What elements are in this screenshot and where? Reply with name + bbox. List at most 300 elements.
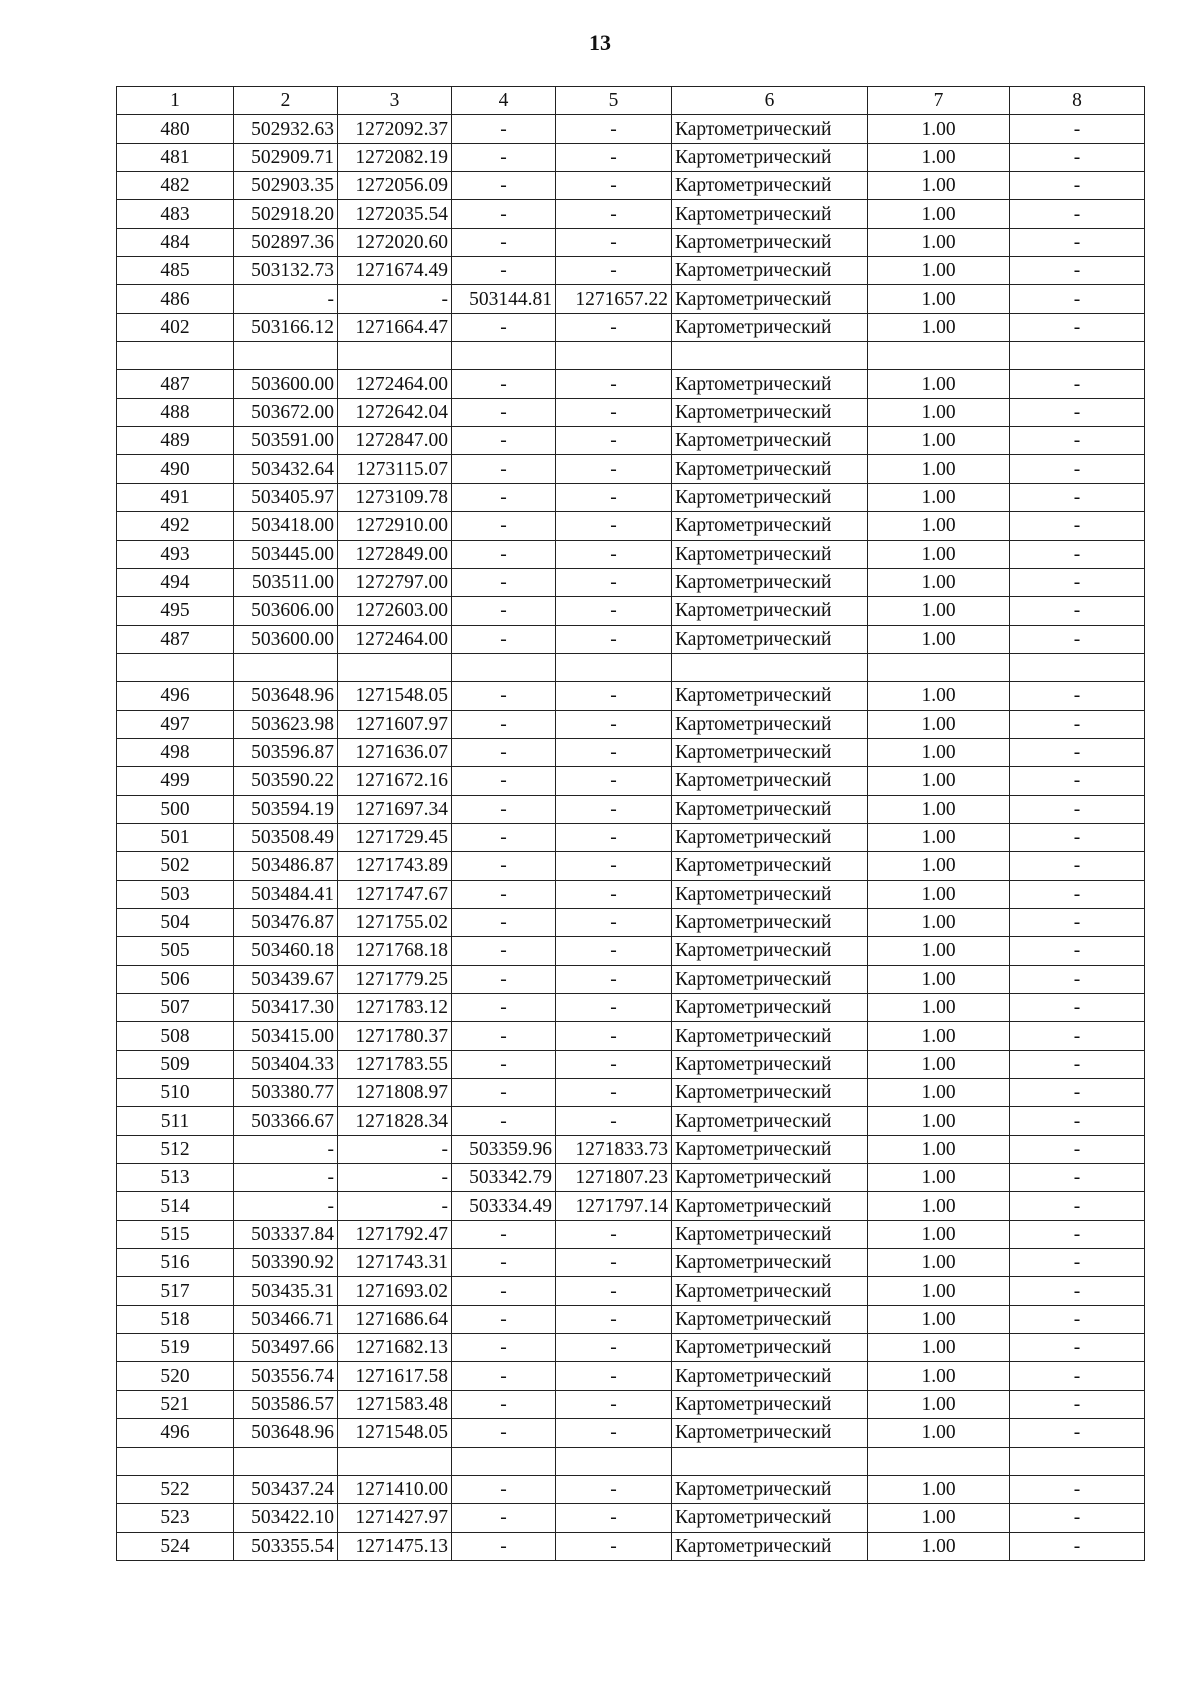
table-cell: - <box>452 597 556 625</box>
table-cell: - <box>452 398 556 426</box>
table-cell: 1.00 <box>868 200 1010 228</box>
table-row <box>117 795 1145 823</box>
table-cell: - <box>556 228 672 256</box>
table-cell: 502918.20 <box>234 200 338 228</box>
table-row <box>117 200 1145 228</box>
table-cell: - <box>556 370 672 398</box>
table-cell: Картометрический <box>672 285 868 313</box>
table-cell: 1271617.58 <box>338 1362 452 1390</box>
table-cell: 496 <box>117 1419 234 1447</box>
table-cell: - <box>452 852 556 880</box>
table-cell: 1.00 <box>868 1475 1010 1503</box>
coordinates-table <box>116 86 1145 1561</box>
table-cell: Картометрический <box>672 1050 868 1078</box>
table-row <box>117 370 1145 398</box>
table-row <box>117 597 1145 625</box>
table-cell: 503342.79 <box>452 1164 556 1192</box>
table-cell: - <box>234 1135 338 1163</box>
table-cell: 507 <box>117 994 234 1022</box>
table-cell: 1271410.00 <box>338 1475 452 1503</box>
table-cell: - <box>452 908 556 936</box>
table-cell <box>1010 1447 1145 1475</box>
table-cell: 1.00 <box>868 795 1010 823</box>
table-cell: 503439.67 <box>234 965 338 993</box>
table-cell: 518 <box>117 1305 234 1333</box>
table-cell <box>234 653 338 681</box>
table-cell: Картометрический <box>672 115 868 143</box>
table-cell: Картометрический <box>672 1164 868 1192</box>
table-row <box>117 1419 1145 1447</box>
table-cell: Картометрический <box>672 994 868 1022</box>
table-cell: 503591.00 <box>234 427 338 455</box>
table-cell: - <box>452 200 556 228</box>
table-cell: Картометрический <box>672 880 868 908</box>
table-cell: 503390.92 <box>234 1249 338 1277</box>
table-cell: - <box>452 682 556 710</box>
table-row <box>117 1277 1145 1305</box>
table-cell: - <box>556 1022 672 1050</box>
table-cell: 486 <box>117 285 234 313</box>
table-cell: - <box>1010 682 1145 710</box>
table-cell: 1272847.00 <box>338 427 452 455</box>
table-cell: 1271427.97 <box>338 1504 452 1532</box>
table-cell <box>117 342 234 370</box>
table-cell: 513 <box>117 1164 234 1192</box>
table-cell: 1271743.89 <box>338 852 452 880</box>
table-cell: 1.00 <box>868 1390 1010 1418</box>
table-cell: Картометрический <box>672 200 868 228</box>
table-cell: Картометрический <box>672 1107 868 1135</box>
table-cell: Картометрический <box>672 257 868 285</box>
table-cell: 1.00 <box>868 1419 1010 1447</box>
table-cell: 484 <box>117 228 234 256</box>
table-cell: Картометрический <box>672 172 868 200</box>
table-cell: - <box>556 172 672 200</box>
table-cell: - <box>556 1249 672 1277</box>
table-cell: 490 <box>117 455 234 483</box>
table-cell: 514 <box>117 1192 234 1220</box>
table-cell: - <box>1010 1164 1145 1192</box>
table-cell: - <box>452 540 556 568</box>
table-cell: Картометрический <box>672 483 868 511</box>
table-cell: 504 <box>117 908 234 936</box>
table-cell: Картометрический <box>672 427 868 455</box>
table-cell: 503600.00 <box>234 625 338 653</box>
table-cell: 503466.71 <box>234 1305 338 1333</box>
table-cell: 1.00 <box>868 1305 1010 1333</box>
table-row <box>117 682 1145 710</box>
table-cell: 1.00 <box>868 540 1010 568</box>
table-cell: 510 <box>117 1079 234 1107</box>
table-cell <box>868 342 1010 370</box>
table-cell: - <box>452 370 556 398</box>
table-cell: 503590.22 <box>234 767 338 795</box>
table-cell: 503404.33 <box>234 1050 338 1078</box>
table-cell: - <box>556 1305 672 1333</box>
table-cell: 499 <box>117 767 234 795</box>
column-header-1: 1 <box>117 87 234 115</box>
table-cell: 1.00 <box>868 370 1010 398</box>
table-cell: - <box>556 1532 672 1560</box>
table-cell: - <box>1010 1532 1145 1560</box>
table-cell: 1.00 <box>868 1135 1010 1163</box>
table-row <box>117 512 1145 540</box>
table-cell: - <box>556 1475 672 1503</box>
table-cell: - <box>452 483 556 511</box>
table-cell: - <box>556 143 672 171</box>
table-cell: 503132.73 <box>234 257 338 285</box>
table-cell: 1271783.55 <box>338 1050 452 1078</box>
table-cell: - <box>556 1050 672 1078</box>
table-cell: - <box>556 313 672 341</box>
table-cell: - <box>452 455 556 483</box>
table-cell: 1.00 <box>868 710 1010 738</box>
table-cell: 503415.00 <box>234 1022 338 1050</box>
table-cell: - <box>1010 1504 1145 1532</box>
table-cell: - <box>338 285 452 313</box>
table-cell <box>556 1447 672 1475</box>
table-cell <box>452 1447 556 1475</box>
table-cell: Картометрический <box>672 370 868 398</box>
table-cell: 1.00 <box>868 1022 1010 1050</box>
table-cell: - <box>1010 540 1145 568</box>
table-cell: - <box>556 427 672 455</box>
table-cell: - <box>556 738 672 766</box>
table-cell: - <box>556 200 672 228</box>
table-cell: - <box>556 965 672 993</box>
table-cell: - <box>338 1164 452 1192</box>
table-cell: - <box>452 738 556 766</box>
table-cell: 517 <box>117 1277 234 1305</box>
table-cell: 488 <box>117 398 234 426</box>
table-row <box>117 540 1145 568</box>
table-cell: 1.00 <box>868 965 1010 993</box>
table-row <box>117 1334 1145 1362</box>
table-row <box>117 1220 1145 1248</box>
table-cell: - <box>556 937 672 965</box>
table-row <box>117 625 1145 653</box>
table-cell: 1271828.34 <box>338 1107 452 1135</box>
table-cell: 1.00 <box>868 682 1010 710</box>
table-cell: - <box>1010 398 1145 426</box>
table-cell: - <box>556 1277 672 1305</box>
table-cell: 483 <box>117 200 234 228</box>
table-row <box>117 1107 1145 1135</box>
table-cell <box>672 342 868 370</box>
table-cell: - <box>1010 795 1145 823</box>
table-cell: - <box>452 880 556 908</box>
table-cell: - <box>452 937 556 965</box>
table-cell: 1271657.22 <box>556 285 672 313</box>
table-cell: 524 <box>117 1532 234 1560</box>
table-cell: 1271686.64 <box>338 1305 452 1333</box>
table-cell: 1272464.00 <box>338 370 452 398</box>
table-cell: - <box>1010 767 1145 795</box>
table-cell <box>672 653 868 681</box>
table-cell: 1.00 <box>868 285 1010 313</box>
separator-row <box>117 342 1145 370</box>
table-cell: 1271768.18 <box>338 937 452 965</box>
table-cell: - <box>452 1305 556 1333</box>
table-cell: 1271792.47 <box>338 1220 452 1248</box>
table-cell: 485 <box>117 257 234 285</box>
table-cell: 503596.87 <box>234 738 338 766</box>
table-cell: 1273109.78 <box>338 483 452 511</box>
table-cell: - <box>1010 370 1145 398</box>
table-cell: 1271636.07 <box>338 738 452 766</box>
table-cell: 512 <box>117 1135 234 1163</box>
table-cell: 1271607.97 <box>338 710 452 738</box>
table-cell <box>338 653 452 681</box>
table-cell: 503366.67 <box>234 1107 338 1135</box>
table-cell: 1271693.02 <box>338 1277 452 1305</box>
table-cell: Картометрический <box>672 597 868 625</box>
table-cell: Картометрический <box>672 965 868 993</box>
table-cell: 1.00 <box>868 597 1010 625</box>
table-cell <box>117 1447 234 1475</box>
table-cell: 1271729.45 <box>338 823 452 851</box>
table-cell: - <box>1010 512 1145 540</box>
table-cell: 492 <box>117 512 234 540</box>
table-row <box>117 1079 1145 1107</box>
table-cell: - <box>452 1475 556 1503</box>
table-cell: - <box>1010 1192 1145 1220</box>
table-cell: 1271783.12 <box>338 994 452 1022</box>
table-cell: 1271548.05 <box>338 1419 452 1447</box>
table-cell <box>117 653 234 681</box>
table-cell: - <box>1010 852 1145 880</box>
table-cell: - <box>1010 710 1145 738</box>
table-cell <box>452 653 556 681</box>
table-cell: 503166.12 <box>234 313 338 341</box>
table-cell: - <box>1010 455 1145 483</box>
table-cell: Картометрический <box>672 682 868 710</box>
table-cell: - <box>556 398 672 426</box>
table-cell: - <box>556 512 672 540</box>
table-cell: 497 <box>117 710 234 738</box>
table-cell: - <box>556 1390 672 1418</box>
table-cell: 503380.77 <box>234 1079 338 1107</box>
table-cell: 1272910.00 <box>338 512 452 540</box>
table-cell: 1272603.00 <box>338 597 452 625</box>
table-cell <box>338 342 452 370</box>
table-cell <box>868 1447 1010 1475</box>
table-cell: 1271779.25 <box>338 965 452 993</box>
table-cell: 1.00 <box>868 512 1010 540</box>
table-cell: Картометрический <box>672 1532 868 1560</box>
table-cell: 1.00 <box>868 1050 1010 1078</box>
table-cell: 1.00 <box>868 568 1010 596</box>
table-cell: 1.00 <box>868 143 1010 171</box>
table-row <box>117 1192 1145 1220</box>
table-cell: 1271475.13 <box>338 1532 452 1560</box>
table-row <box>117 767 1145 795</box>
table-row <box>117 1504 1145 1532</box>
table-cell: 503437.24 <box>234 1475 338 1503</box>
table-cell: 506 <box>117 965 234 993</box>
table-cell: 1.00 <box>868 738 1010 766</box>
table-cell: 1.00 <box>868 398 1010 426</box>
table-cell: 487 <box>117 625 234 653</box>
table-cell: - <box>1010 965 1145 993</box>
table-cell: - <box>452 512 556 540</box>
table-cell: - <box>1010 880 1145 908</box>
table-cell: 1272092.37 <box>338 115 452 143</box>
table-cell: Картометрический <box>672 1504 868 1532</box>
table-cell: - <box>452 257 556 285</box>
table-cell: 503 <box>117 880 234 908</box>
table-cell: Картометрический <box>672 1334 868 1362</box>
table-cell: - <box>556 597 672 625</box>
table-cell: Картометрический <box>672 1079 868 1107</box>
table-cell: Картометрический <box>672 1192 868 1220</box>
table-cell: - <box>556 795 672 823</box>
table-cell: - <box>1010 1362 1145 1390</box>
table-cell: 489 <box>117 427 234 455</box>
table-cell: 503422.10 <box>234 1504 338 1532</box>
table-cell: - <box>1010 1277 1145 1305</box>
table-cell: 481 <box>117 143 234 171</box>
table-cell: 515 <box>117 1220 234 1248</box>
table-cell: - <box>234 1192 338 1220</box>
column-header-4: 4 <box>452 87 556 115</box>
table-cell: 491 <box>117 483 234 511</box>
table-cell: Картометрический <box>672 143 868 171</box>
table-cell: - <box>338 1135 452 1163</box>
table-cell: - <box>556 115 672 143</box>
table-row <box>117 483 1145 511</box>
table-cell: 508 <box>117 1022 234 1050</box>
table-cell: - <box>1010 285 1145 313</box>
table-cell: 1271548.05 <box>338 682 452 710</box>
table-row <box>117 1249 1145 1277</box>
table-cell: 1.00 <box>868 1249 1010 1277</box>
column-header-7: 7 <box>868 87 1010 115</box>
table-cell: 503334.49 <box>452 1192 556 1220</box>
table-cell: 523 <box>117 1504 234 1532</box>
table-cell: 1272056.09 <box>338 172 452 200</box>
table-cell <box>1010 342 1145 370</box>
table-cell: Картометрический <box>672 625 868 653</box>
table-cell: 1271674.49 <box>338 257 452 285</box>
table-cell <box>338 1447 452 1475</box>
table-cell: Картометрический <box>672 1362 868 1390</box>
table-cell: 503623.98 <box>234 710 338 738</box>
table-cell: - <box>1010 1305 1145 1333</box>
table-cell: - <box>452 823 556 851</box>
table-cell <box>556 653 672 681</box>
table-row <box>117 228 1145 256</box>
table-row <box>117 908 1145 936</box>
table-cell: 1.00 <box>868 1532 1010 1560</box>
table-cell: - <box>452 427 556 455</box>
table-cell: 503497.66 <box>234 1334 338 1362</box>
table-cell: - <box>452 1022 556 1050</box>
table-cell: 402 <box>117 313 234 341</box>
table-row <box>117 427 1145 455</box>
table-row <box>117 143 1145 171</box>
table-cell <box>556 342 672 370</box>
table-cell: 1.00 <box>868 1334 1010 1362</box>
table-cell: 503586.57 <box>234 1390 338 1418</box>
table-cell: 1.00 <box>868 625 1010 653</box>
table-cell: - <box>452 1249 556 1277</box>
table-cell <box>452 342 556 370</box>
table-cell: - <box>1010 1220 1145 1248</box>
table-cell: 1.00 <box>868 1277 1010 1305</box>
table-cell: 480 <box>117 115 234 143</box>
table-cell: 1271833.73 <box>556 1135 672 1163</box>
separator-row <box>117 1447 1145 1475</box>
table-cell: Картометрический <box>672 937 868 965</box>
table-row <box>117 965 1145 993</box>
column-header-6: 6 <box>672 87 868 115</box>
table-cell: - <box>556 1362 672 1390</box>
table-cell: 503418.00 <box>234 512 338 540</box>
table-row <box>117 1135 1145 1163</box>
table-cell: - <box>452 313 556 341</box>
table-cell: Картометрический <box>672 823 868 851</box>
table-cell: 1.00 <box>868 908 1010 936</box>
table-cell: - <box>452 1334 556 1362</box>
table-cell: - <box>1010 1334 1145 1362</box>
table-cell: 503484.41 <box>234 880 338 908</box>
table-cell: - <box>556 852 672 880</box>
table-cell: - <box>452 625 556 653</box>
table-cell: Картометрический <box>672 795 868 823</box>
table-cell: - <box>556 994 672 1022</box>
table-cell: 1.00 <box>868 994 1010 1022</box>
table-cell: - <box>452 1079 556 1107</box>
table-cell: 503460.18 <box>234 937 338 965</box>
table-cell: Картометрический <box>672 1475 868 1503</box>
table-cell: - <box>1010 228 1145 256</box>
table-cell: 493 <box>117 540 234 568</box>
table-cell: - <box>338 1192 452 1220</box>
table-cell: Картометрический <box>672 908 868 936</box>
table-cell: 503476.87 <box>234 908 338 936</box>
table-cell <box>234 342 338 370</box>
table-cell: - <box>452 1504 556 1532</box>
table-cell: 503435.31 <box>234 1277 338 1305</box>
table-cell: 1.00 <box>868 455 1010 483</box>
table-cell: - <box>1010 1135 1145 1163</box>
table-row <box>117 710 1145 738</box>
table-cell: 1271664.47 <box>338 313 452 341</box>
table-cell <box>672 1447 868 1475</box>
table-cell: - <box>556 1334 672 1362</box>
table-cell: - <box>1010 1022 1145 1050</box>
table-cell: 1.00 <box>868 427 1010 455</box>
table-cell: 1271747.67 <box>338 880 452 908</box>
table-cell: 503486.87 <box>234 852 338 880</box>
table-cell: 503594.19 <box>234 795 338 823</box>
table-cell: 1271672.16 <box>338 767 452 795</box>
table-cell: - <box>1010 597 1145 625</box>
table-cell: 502932.63 <box>234 115 338 143</box>
table-cell: 494 <box>117 568 234 596</box>
table-cell: Картометрический <box>672 1135 868 1163</box>
table-cell: 1272020.60 <box>338 228 452 256</box>
table-cell: 1273115.07 <box>338 455 452 483</box>
table-row <box>117 568 1145 596</box>
column-header-3: 3 <box>338 87 452 115</box>
table-cell: 500 <box>117 795 234 823</box>
table-cell: Картометрический <box>672 1249 868 1277</box>
table-cell: 520 <box>117 1362 234 1390</box>
table-cell: - <box>452 143 556 171</box>
table-header-row <box>117 87 1145 115</box>
